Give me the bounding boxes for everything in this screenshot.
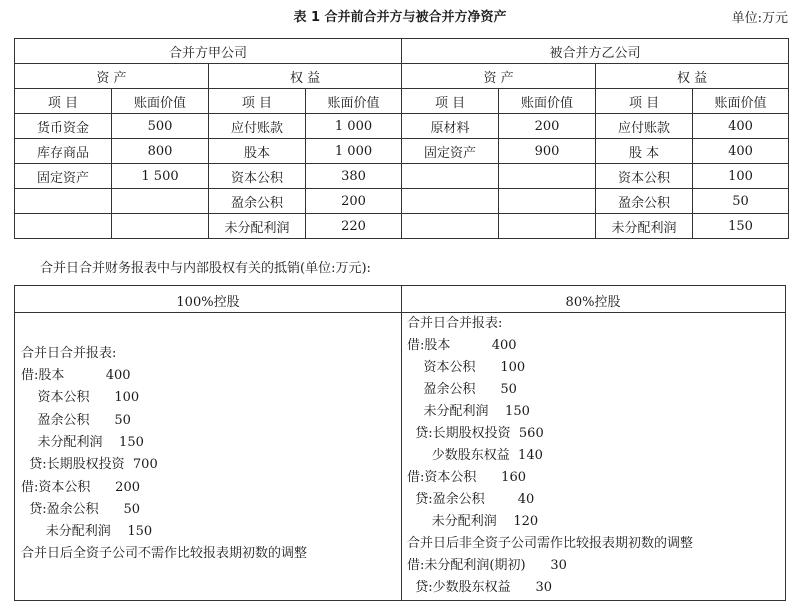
- table-cell: [112, 189, 209, 214]
- party-header-row: [15, 39, 789, 64]
- journal-line: 合并日后非全资子公司需作比较报表期初数的调整: [407, 536, 694, 551]
- table-cell: 未分配利润: [596, 214, 693, 239]
- party-header: 被合并方乙公司: [402, 39, 789, 64]
- group-header: 资 产: [402, 64, 596, 89]
- table-cell: [15, 214, 112, 239]
- table-row: [15, 139, 789, 164]
- table-row: [15, 214, 789, 239]
- journal-line: 借:股本 400: [407, 338, 517, 353]
- journal-line: 贷:少数股东权益 30: [407, 580, 552, 595]
- journal-line: 资本公积 100: [407, 360, 526, 375]
- table-cell: [499, 214, 596, 239]
- journal-line: 借:未分配利润(期初) 30: [407, 558, 567, 573]
- table-cell: 220: [306, 214, 402, 239]
- column-header: 账面价值: [306, 89, 402, 114]
- table-row: [15, 114, 789, 139]
- table-cell: 1 000: [306, 139, 402, 164]
- table-cell: 应付账款: [209, 114, 306, 139]
- column-header: 项 目: [402, 89, 499, 114]
- table-cell: 股本: [209, 139, 306, 164]
- group-header-row: [15, 64, 789, 89]
- header-100-percent: 100%控股: [176, 295, 240, 310]
- table-cell: 380: [306, 164, 402, 189]
- journal-line: 借:股本 400: [21, 368, 131, 383]
- unit-label: 单位:万元: [731, 11, 788, 26]
- table-row: [15, 189, 789, 214]
- table-cell: [499, 189, 596, 214]
- journal-line: 少数股东权益 140: [407, 448, 543, 463]
- table-cell: [112, 214, 209, 239]
- journal-line: 合并日后全资子公司不需作比较报表期初数的调整: [21, 546, 308, 561]
- column-divider: [401, 286, 402, 600]
- table-cell: 固定资产: [15, 164, 112, 189]
- net-assets-table: [14, 38, 789, 239]
- table-cell: 500: [112, 114, 209, 139]
- table-cell: 800: [112, 139, 209, 164]
- elimination-subtitle: 合并日合并财务报表中与内部股权有关的抵销(单位:万元):: [40, 261, 371, 276]
- group-header: 权 益: [596, 64, 789, 89]
- table-cell: 盈余公积: [209, 189, 306, 214]
- journal-line: 合并日合并报表:: [21, 346, 117, 361]
- column-header: 账面价值: [499, 89, 596, 114]
- table-cell: 900: [499, 139, 596, 164]
- journal-line: 未分配利润 150: [21, 435, 144, 450]
- table-cell: 原材料: [402, 114, 499, 139]
- column-header: 项 目: [15, 89, 112, 114]
- table-cell: 1 500: [112, 164, 209, 189]
- table-cell: 400: [693, 114, 789, 139]
- journal-line: 合并日合并报表:: [407, 316, 503, 331]
- table-cell: 应付账款: [596, 114, 693, 139]
- table-cell: 资本公积: [209, 164, 306, 189]
- party-header: 合并方甲公司: [15, 39, 402, 64]
- journal-line: 未分配利润 120: [407, 514, 539, 529]
- table-cell: 固定资产: [402, 139, 499, 164]
- table-cell: [402, 214, 499, 239]
- journal-line: 未分配利润 150: [21, 524, 153, 539]
- table-cell: [499, 164, 596, 189]
- column-header: 项 目: [596, 89, 693, 114]
- table-cell: 400: [693, 139, 789, 164]
- table-cell: 200: [499, 114, 596, 139]
- journal-line: 借:资本公积 200: [21, 480, 140, 495]
- journal-line: 未分配利润 150: [407, 404, 530, 419]
- elimination-table: [14, 285, 786, 601]
- journal-line: 贷:长期股权投资 560: [407, 426, 544, 441]
- table-cell: 盈余公积: [596, 189, 693, 214]
- title-row: [0, 6, 800, 28]
- journal-line: 贷:盈余公积 40: [407, 492, 535, 507]
- table-cell: 资本公积: [596, 164, 693, 189]
- table-cell: 未分配利润: [209, 214, 306, 239]
- table-cell: 库存商品: [15, 139, 112, 164]
- table-row: [15, 164, 789, 189]
- journal-line: 贷:盈余公积 50: [21, 502, 140, 517]
- header-80-percent: 80%控股: [565, 295, 621, 310]
- table-cell: 100: [693, 164, 789, 189]
- group-header: 权 益: [209, 64, 402, 89]
- column-header: 项 目: [209, 89, 306, 114]
- table-cell: 1 000: [306, 114, 402, 139]
- table-cell: 50: [693, 189, 789, 214]
- elimination-header-row: [15, 286, 785, 313]
- group-header: 资 产: [15, 64, 209, 89]
- table-title: 表 1 合并前合并方与被合并方净资产: [293, 10, 507, 25]
- column-header: 账面价值: [693, 89, 789, 114]
- journal-line: 盈余公积 50: [407, 382, 517, 397]
- table-cell: [402, 164, 499, 189]
- column-header-row: [15, 89, 789, 114]
- journal-line: 盈余公积 50: [21, 413, 131, 428]
- table-cell: 股 本: [596, 139, 693, 164]
- table-cell: 150: [693, 214, 789, 239]
- table-cell: 货币资金: [15, 114, 112, 139]
- table-cell: 200: [306, 189, 402, 214]
- journal-line: 借:资本公积 160: [407, 470, 526, 485]
- journal-line: 贷:长期股权投资 700: [21, 457, 158, 472]
- journal-line: 资本公积 100: [21, 390, 140, 405]
- column-header: 账面价值: [112, 89, 209, 114]
- table-cell: [15, 189, 112, 214]
- table-cell: [402, 189, 499, 214]
